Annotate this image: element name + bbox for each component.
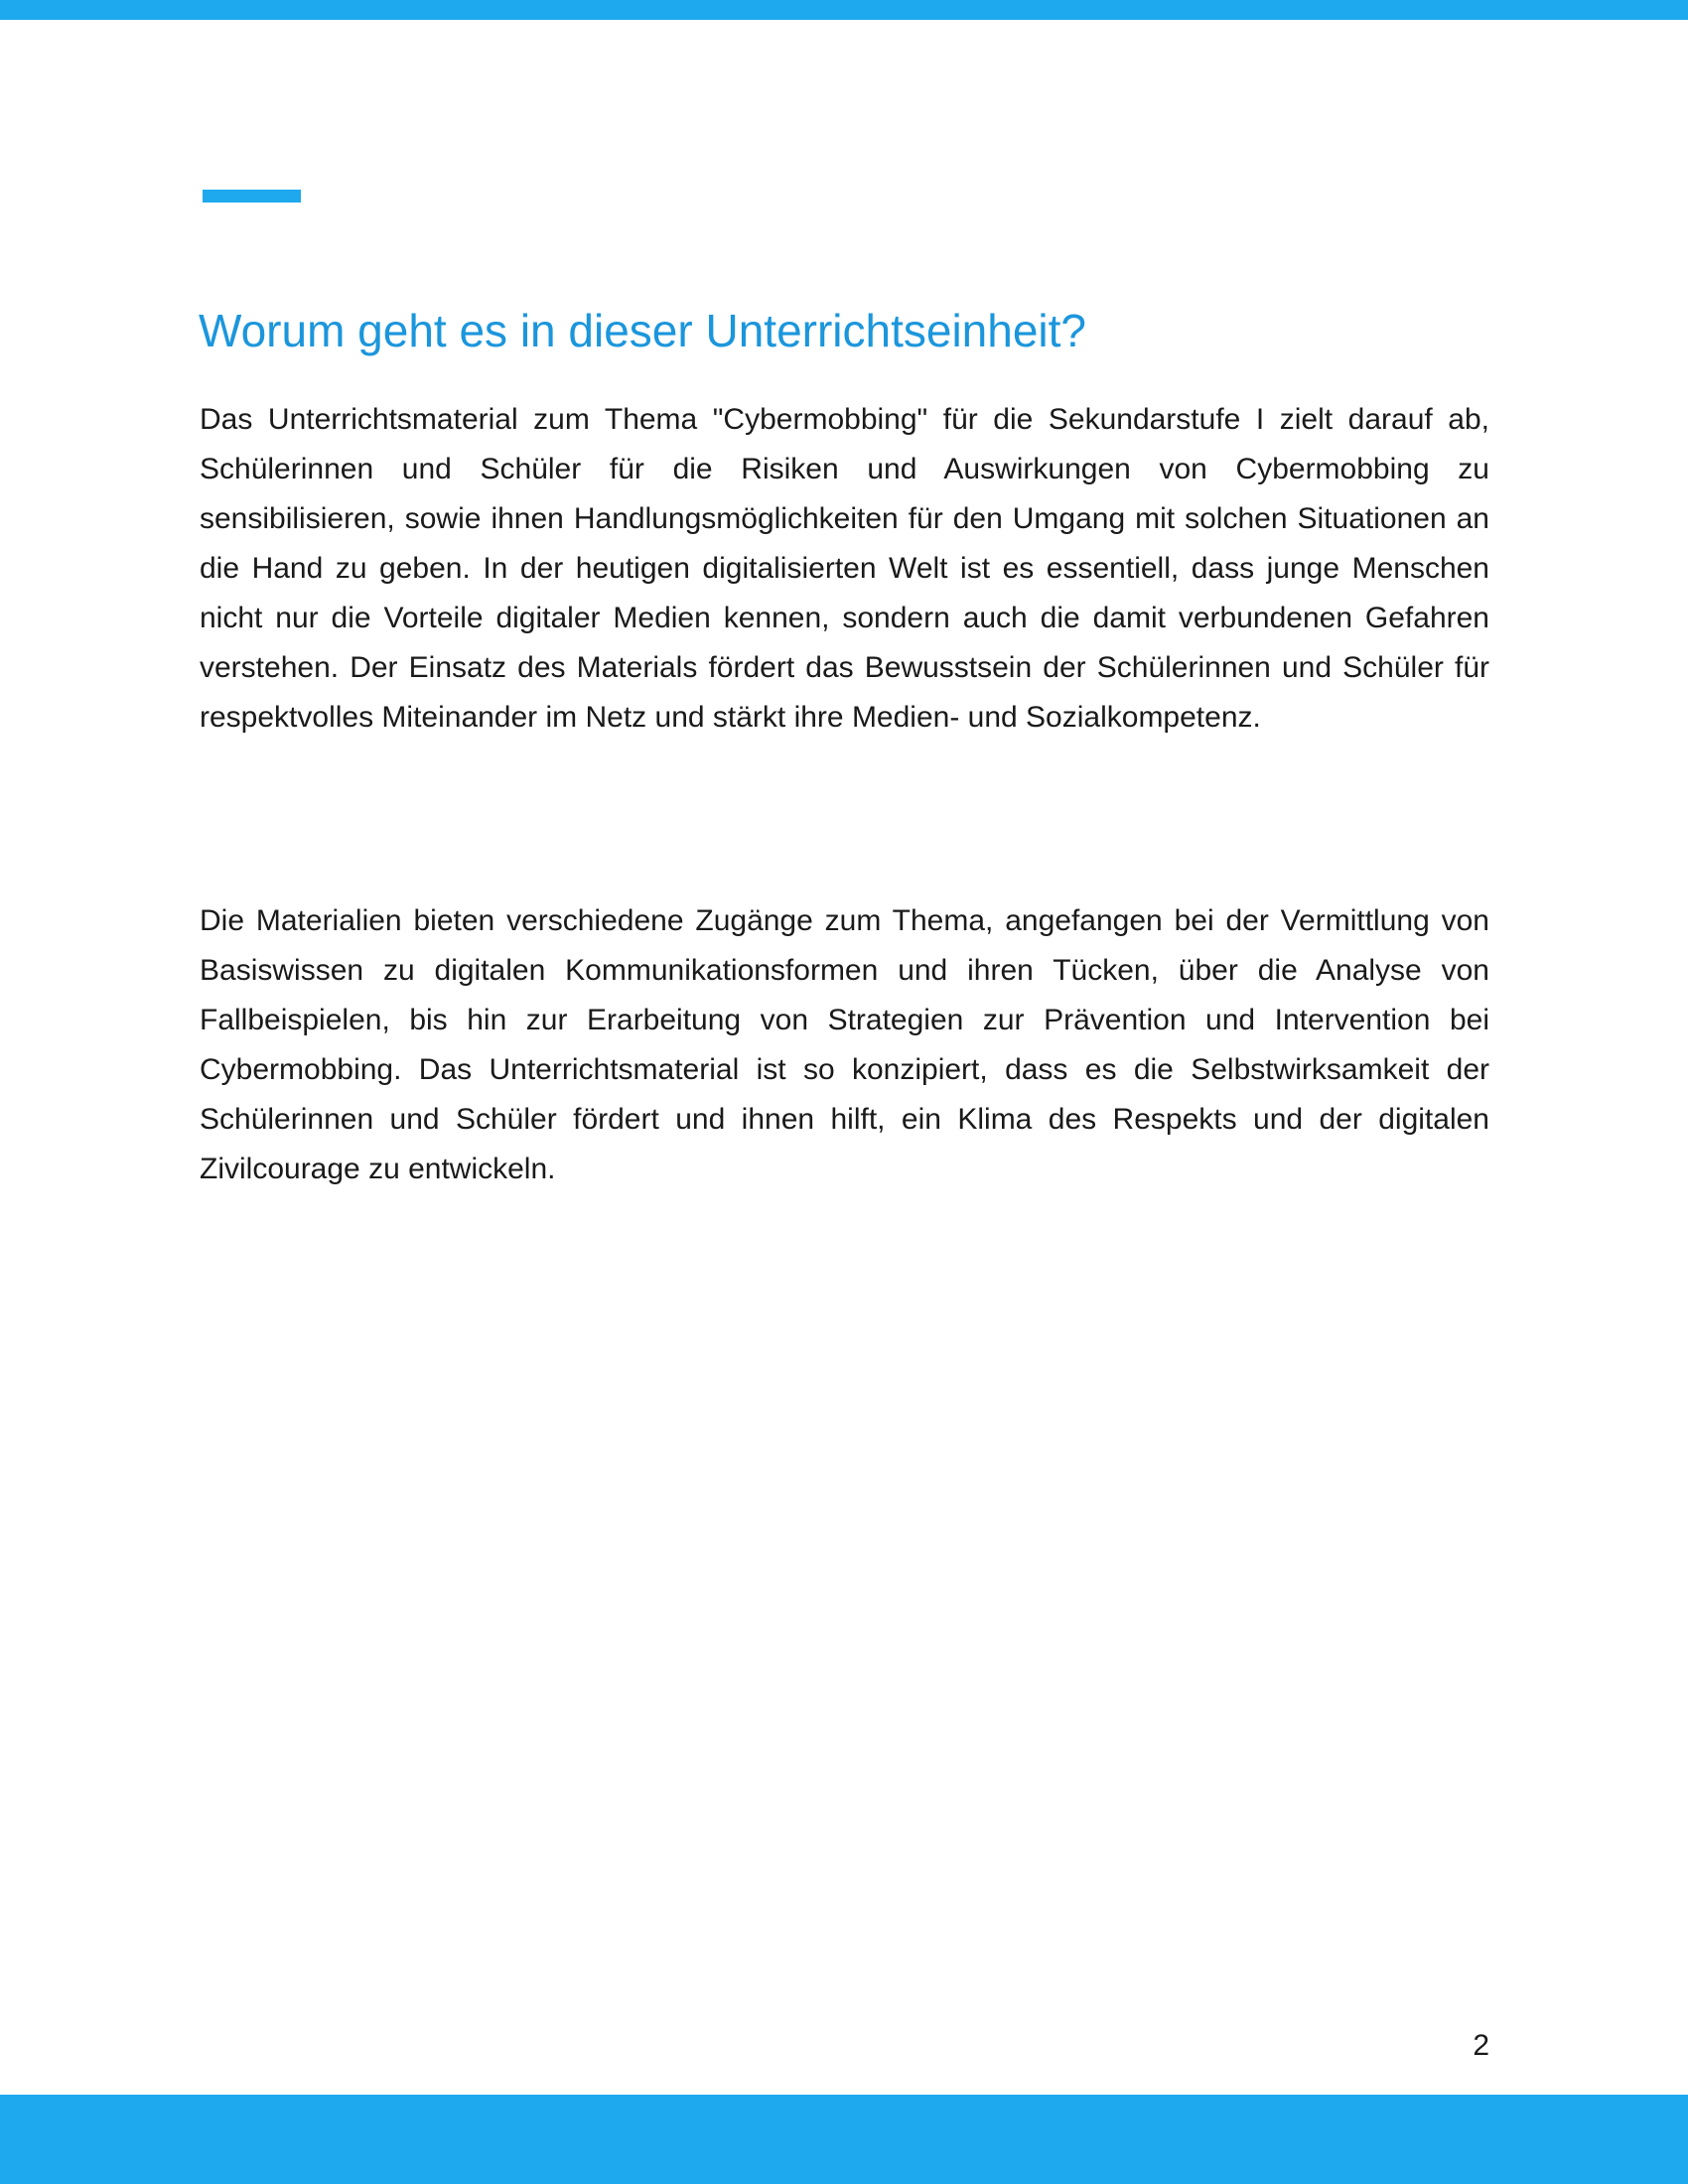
intro-paragraph: Das Unterrichtsmaterial zum Thema "Cybermobbing" für die Sekundarstufe I zielt darauf ab, Schülerinnen und Schüler für die Risiken und Auswirkungen von Cybermobbing zu sensibilisieren, sowie ihnen Handlungsmöglichkeiten für den Umgang mit solchen Situationen an die Hand zu geben. In der heutigen digitalisierten Welt ist es essentiell, dass junge Menschen nicht nur die Vorteile digitaler Medien kennen, sondern auch die damit verbundenen Gefahren verstehen. Der Einsatz des Materials fördert das Bewusstsein der Schülerinnen und Schüler für respektvolles Miteinander im Netz und stärkt ihre Medien- und Sozialkompetenz. — [200, 403, 1489, 734]
page-number: 2 — [1473, 2029, 1489, 2062]
heading-accent-bar — [203, 190, 301, 203]
section-heading: Worum geht es in dieser Unterrichtseinheit? — [199, 305, 1087, 356]
materials-paragraph: Die Materialien bieten verschiedene Zugänge zum Thema, angefangen bei der Vermittlung von Basiswissen zu digitalen Kommunikationsformen und ihren Tücken, über die Analyse von Fallbeispielen, bis hin zur Erarbeitung von Strategien zur Prävention und Intervention bei Cybermobbing. Das Unterrichtsmaterial ist so konzipiert, dass es die Selbstwirksamkeit der Schülerinnen und Schüler fördert und ihnen hilft, ein Klima des Respekts und der digitalen Zivilcourage zu entwickeln. — [200, 904, 1489, 1185]
top-color-band — [0, 0, 1688, 20]
bottom-color-band — [0, 2095, 1688, 2184]
